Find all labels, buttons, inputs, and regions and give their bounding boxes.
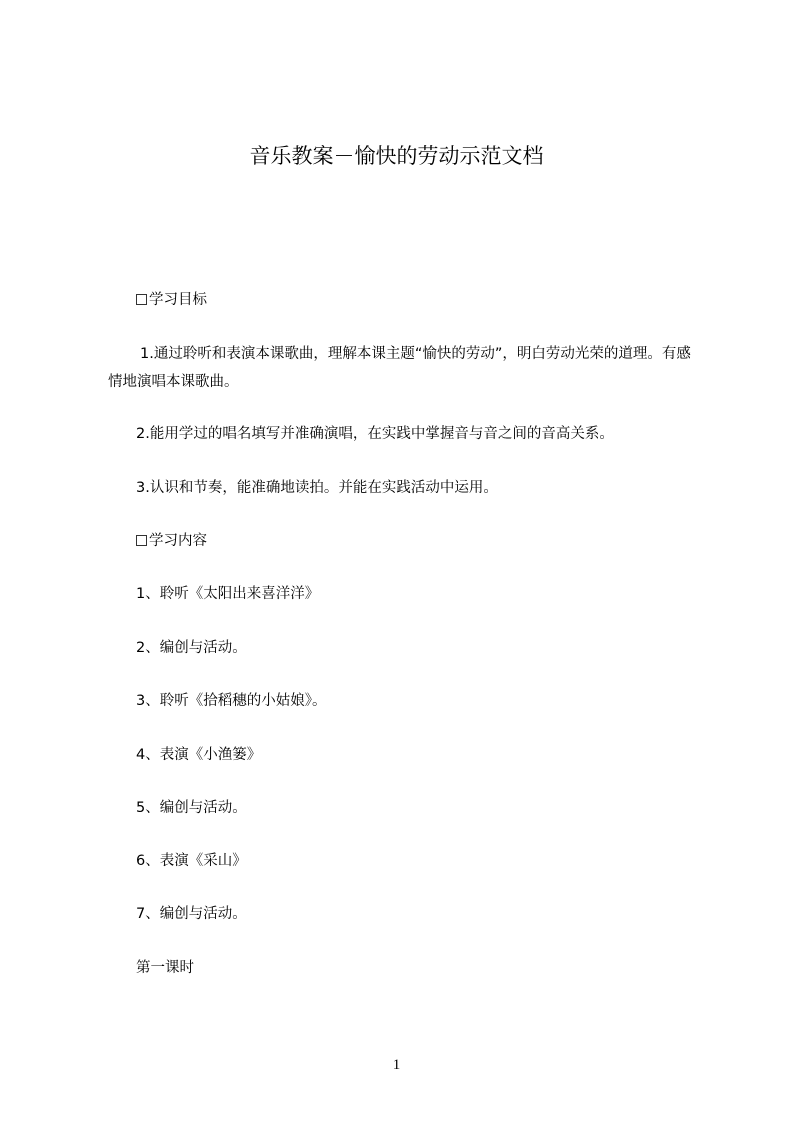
goal-item-1: 1.通过聆听和表演本课歌曲，理解本课主题“愉快的劳动”，明白劳动光荣的道理。有感情地演唱本课歌曲。 xyxy=(108,346,691,390)
content-item-7: 7、编创与活动。 xyxy=(136,906,247,922)
lesson-heading: 第一课时 xyxy=(136,960,194,976)
content-item-3: 3、聆听《拾稻穗的小姑娘》。 xyxy=(136,693,327,709)
goals-heading xyxy=(136,290,207,310)
content-heading xyxy=(136,531,207,551)
goal-item-2: 2.能用学过的唱名填写并准确演唱，在实践中掌握音与音之间的音高关系。 xyxy=(136,426,614,442)
document-title: 音乐教案－愉快的劳动示范文档 xyxy=(249,144,544,168)
goal-item-3: 3.认识和节奏，能准确地读拍。并能在实践活动中运用。 xyxy=(136,480,498,496)
checkbox-icon xyxy=(136,535,147,546)
content-item-4: 4、表演《小渔篓》 xyxy=(136,747,262,763)
goals-heading-text: 学习目标 xyxy=(149,292,207,308)
page-number: 1 xyxy=(392,1057,401,1073)
checkbox-icon xyxy=(136,294,147,305)
content-item-5: 5、编创与活动。 xyxy=(136,800,247,816)
content-item-6: 6、表演《采山》 xyxy=(136,853,247,869)
content-heading-text: 学习内容 xyxy=(149,533,207,549)
content-item-2: 2、编创与活动。 xyxy=(136,640,247,656)
content-item-1: 1、聆听《太阳出来喜洋洋》 xyxy=(136,586,320,602)
